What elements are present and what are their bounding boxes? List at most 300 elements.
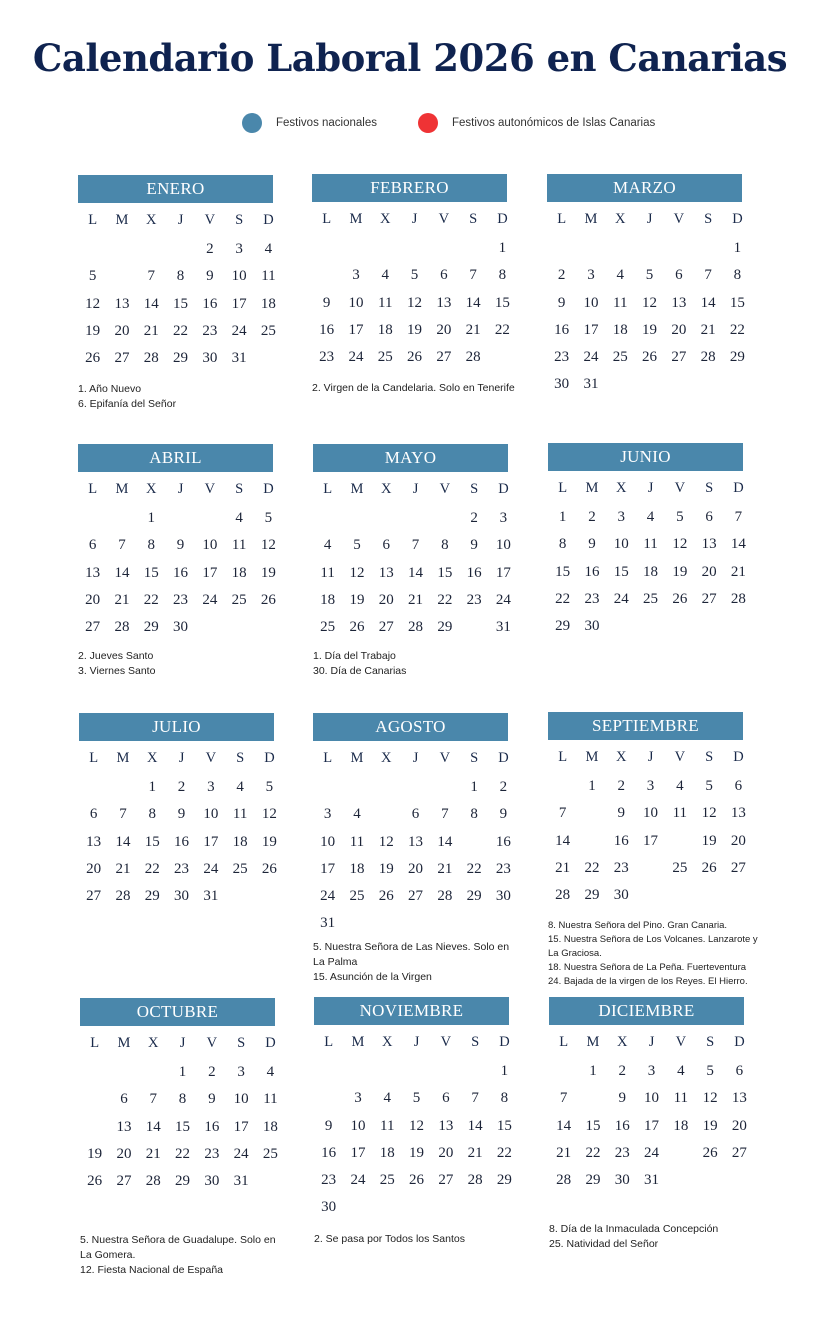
weekday-label: D — [732, 211, 743, 227]
empty-cell — [79, 774, 108, 801]
holiday-note: 2. Se pasa por Todos los Santos — [314, 1232, 465, 1245]
day-cell: 4 — [616, 267, 624, 284]
weekday-label: X — [381, 750, 392, 766]
day-cell: 27 — [701, 590, 717, 607]
day-cell: 5 — [264, 510, 273, 526]
weekday-label: X — [380, 211, 391, 227]
day-cell: 6 — [88, 537, 97, 554]
weekday-header — [314, 1031, 514, 1053]
month-title: DICIEMBRE — [549, 997, 744, 1025]
day-cell: 26 — [378, 888, 394, 905]
day-cell: 22 — [584, 859, 600, 876]
day-cell: 23 — [554, 349, 570, 366]
month-title: JULIO — [79, 713, 274, 741]
weekday-label: S — [469, 211, 478, 227]
day-cell: 26 — [261, 860, 277, 877]
empty-cell — [139, 1059, 168, 1086]
month-enero — [78, 175, 278, 412]
day-cell: 22 — [555, 590, 571, 607]
day-cell: 17 — [350, 1144, 366, 1161]
weekday-label: X — [617, 1034, 628, 1050]
empty-cell — [342, 505, 371, 532]
holiday-note: 2. Virgen de la Candelaria. Solo en Tenerife — [312, 382, 515, 395]
day-cell: 4 — [676, 778, 684, 794]
day-cell: 17 — [583, 321, 599, 338]
weekday-label: D — [499, 1034, 510, 1050]
day-cell: 23 — [495, 860, 511, 877]
day-cell: 10 — [613, 536, 629, 553]
weekday-label: V — [674, 480, 686, 496]
day-cell: 2 — [557, 267, 566, 284]
day-cell: 25 — [232, 860, 248, 877]
day-cell: 8 — [178, 1091, 187, 1108]
holiday-notes — [313, 649, 518, 679]
day-cell: 11 — [349, 833, 365, 850]
day-cell: 7 — [469, 267, 477, 284]
day-cell: 4 — [383, 1090, 391, 1107]
day-cell: 7 — [119, 806, 127, 823]
day-cell: 3 — [235, 241, 243, 257]
empty-cell — [606, 235, 635, 262]
weekday-label: M — [585, 480, 599, 496]
holiday-notes — [548, 919, 763, 989]
page-title: Calendario Laboral 2026 en Canarias — [32, 36, 788, 80]
day-cell: 1 — [178, 1064, 187, 1080]
weekday-header — [548, 477, 748, 499]
day-cell: 27 — [85, 619, 101, 636]
day-cell: 9 — [177, 806, 186, 823]
day-cell: 4 — [381, 267, 389, 284]
weekday-label: L — [323, 750, 333, 766]
weekday-label: V — [204, 212, 216, 228]
day-grid — [313, 505, 513, 641]
day-grid — [312, 235, 512, 371]
day-cell: 13 — [86, 833, 102, 850]
legend-regional-label: Festivos autonómicos de Islas Canarias — [452, 117, 656, 129]
day-cell: 24 — [202, 591, 218, 608]
day-cell: 20 — [436, 321, 452, 338]
national-holiday-day: 1 — [430, 505, 459, 532]
day-cell: 20 — [378, 591, 394, 608]
weekday-label: J — [177, 212, 184, 228]
day-cell: 27 — [730, 859, 746, 876]
day-cell: 22 — [175, 1145, 191, 1162]
weekday-label: S — [706, 1034, 715, 1050]
day-cell: 23 — [319, 349, 335, 366]
empty-cell — [460, 1058, 489, 1085]
day-cell: 10 — [231, 268, 247, 285]
empty-cell — [693, 235, 722, 262]
month-marzo — [547, 174, 747, 399]
day-cell: 14 — [467, 1117, 483, 1134]
day-cell: 13 — [436, 294, 452, 311]
empty-cell — [576, 235, 605, 262]
holiday-note: 6. Epifanía del Señor — [78, 398, 177, 411]
month-title: ABRIL — [78, 444, 273, 472]
day-cell: 4 — [323, 537, 332, 554]
day-cell: 10 — [320, 833, 336, 850]
legend-regional — [418, 113, 655, 133]
empty-cell — [371, 235, 400, 262]
day-cell: 25 — [349, 888, 365, 905]
day-cell: 27 — [378, 619, 394, 636]
day-cell: 11 — [261, 268, 276, 285]
empty-cell — [548, 773, 577, 800]
weekday-header — [547, 208, 747, 230]
day-cell: 20 — [671, 321, 687, 338]
weekday-label: D — [733, 749, 744, 765]
day-cell: 21 — [408, 591, 424, 608]
weekday-label: X — [382, 1034, 393, 1050]
empty-cell — [400, 235, 429, 262]
day-cell: 5 — [706, 1063, 714, 1079]
day-cell: 16 — [614, 1117, 630, 1134]
weekday-label: V — [673, 211, 685, 227]
day-grid — [547, 235, 747, 399]
weekday-header — [79, 747, 279, 769]
weekday-label: M — [351, 1034, 365, 1050]
weekday-label: X — [146, 481, 157, 497]
day-cell: 16 — [495, 833, 511, 850]
day-cell: 28 — [700, 349, 716, 366]
regional-holiday-day: 5 — [372, 801, 401, 828]
weekday-label: M — [116, 750, 130, 766]
day-grid — [548, 504, 748, 640]
day-cell: 19 — [261, 833, 277, 850]
day-cell: 21 — [114, 591, 130, 608]
day-cell: 7 — [558, 805, 567, 822]
holiday-notes — [314, 1232, 519, 1247]
weekday-label: S — [236, 750, 245, 766]
day-cell: 6 — [440, 267, 448, 284]
empty-cell — [342, 774, 371, 801]
weekday-label: X — [616, 480, 627, 496]
day-cell: 10 — [348, 294, 364, 311]
day-cell: 16 — [319, 321, 335, 338]
day-cell: 1 — [500, 1063, 509, 1079]
day-cell: 21 — [467, 1144, 483, 1161]
day-cell: 13 — [730, 805, 746, 822]
day-grid — [80, 1059, 280, 1195]
weekday-label: L — [557, 211, 567, 227]
day-cell: 10 — [350, 1117, 366, 1134]
day-cell: 16 — [202, 295, 218, 312]
month-title: MARZO — [547, 174, 742, 202]
day-cell: 19 — [260, 564, 276, 581]
weekday-label: D — [263, 481, 274, 497]
day-cell: 24 — [644, 1144, 660, 1161]
day-cell: 13 — [378, 564, 394, 581]
day-cell: 17 — [202, 564, 218, 581]
day-cell: 4 — [264, 241, 273, 257]
weekday-label: J — [179, 1035, 186, 1051]
day-cell: 7 — [149, 1091, 157, 1108]
day-cell: 5 — [412, 1090, 421, 1107]
day-cell: 3 — [647, 1063, 656, 1079]
weekday-label: S — [470, 481, 479, 497]
weekday-label: X — [147, 750, 158, 766]
day-cell: 30 — [204, 1173, 220, 1190]
regional-holiday-day: 18 — [665, 828, 694, 855]
weekday-label: X — [616, 749, 627, 765]
holiday-note: 2. Jueves Santo — [78, 650, 154, 663]
day-cell: 16 — [584, 563, 600, 580]
day-cell: 4 — [236, 779, 244, 795]
holiday-note: 8. Día de la Inmaculada Concepción — [549, 1223, 719, 1236]
day-cell: 5 — [353, 537, 361, 554]
day-cell: 6 — [442, 1090, 450, 1107]
day-cell: 4 — [677, 1063, 685, 1079]
day-cell: 20 — [85, 591, 101, 608]
day-cell: 30 — [495, 888, 511, 905]
month-septiembre — [548, 712, 758, 989]
day-cell: 8 — [498, 267, 507, 284]
day-cell: 28 — [114, 619, 130, 636]
holiday-note: 30. Día de Canarias — [313, 665, 407, 678]
day-cell: 24 — [495, 591, 511, 608]
day-cell: 3 — [207, 779, 215, 795]
day-cell: 24 — [233, 1145, 249, 1162]
day-cell: 21 — [115, 860, 131, 877]
month-mayo — [313, 444, 513, 679]
holiday-note: 5. Nuestra Señora de Guadalupe. Solo en La Gomera. — [80, 1234, 276, 1262]
day-cell: 6 — [382, 537, 390, 554]
day-cell: 21 — [145, 1145, 161, 1162]
day-cell: 21 — [437, 860, 453, 877]
regional-holiday-day: 8 — [577, 800, 606, 827]
holiday-notes — [549, 1222, 754, 1252]
day-cell: 23 — [614, 1144, 630, 1161]
day-cell: 17 — [233, 1118, 249, 1135]
day-cell: 31 — [231, 350, 247, 367]
day-cell: 6 — [120, 1091, 128, 1108]
regional-holiday-day: 5 — [80, 1086, 109, 1113]
day-cell: 7 — [147, 268, 155, 285]
day-cell: 30 — [613, 887, 629, 904]
day-cell: 29 — [466, 888, 482, 905]
day-cell: 26 — [701, 859, 717, 876]
day-cell: 25 — [379, 1172, 395, 1189]
day-cell: 19 — [702, 1117, 718, 1134]
day-cell: 30 — [584, 618, 600, 635]
day-cell: 2 — [470, 510, 478, 526]
day-cell: 14 — [437, 833, 453, 850]
day-cell: 3 — [499, 510, 508, 526]
day-cell: 13 — [408, 833, 424, 850]
day-cell: 14 — [408, 564, 424, 581]
holiday-note: 15. Nuestra Señora de Los Volcanes. Lanzarote y La Graciosa. — [548, 934, 758, 960]
day-cell: 20 — [731, 1117, 747, 1134]
regional-holiday-day: 2 — [314, 1085, 343, 1112]
day-cell: 7 — [704, 267, 712, 284]
month-title: MAYO — [313, 444, 508, 472]
day-cell: 28 — [408, 619, 424, 636]
weekday-label: J — [648, 1034, 655, 1050]
holiday-note: 18. Nuestra Señora de La Peña. Fuerteventura — [548, 962, 747, 974]
regional-holiday-day: 15 — [577, 828, 606, 855]
weekday-header — [313, 747, 513, 769]
day-cell: 16 — [613, 832, 629, 849]
weekday-label: M — [586, 1034, 600, 1050]
empty-cell — [314, 1058, 343, 1085]
day-cell: 14 — [114, 564, 130, 581]
day-cell: 18 — [612, 321, 628, 338]
day-cell: 9 — [499, 806, 508, 823]
day-cell: 24 — [613, 590, 629, 607]
weekday-label: L — [88, 212, 98, 228]
day-cell: 20 — [114, 322, 130, 339]
holiday-note: 3. Viernes Santo — [78, 665, 156, 678]
day-cell: 17 — [320, 860, 336, 877]
empty-cell — [107, 505, 136, 532]
day-cell: 16 — [173, 564, 189, 581]
month-noviembre — [314, 997, 514, 1247]
weekday-label: J — [413, 1034, 420, 1050]
day-cell: 21 — [555, 859, 571, 876]
day-cell: 24 — [350, 1172, 366, 1189]
day-cell: 12 — [409, 1117, 425, 1134]
day-cell: 9 — [557, 294, 566, 311]
weekday-label: J — [412, 750, 419, 766]
day-cell: 8 — [733, 267, 742, 284]
day-cell: 22 — [466, 860, 482, 877]
weekday-label: V — [675, 1034, 687, 1050]
empty-cell — [341, 235, 370, 262]
day-cell: 14 — [145, 1118, 161, 1135]
day-cell: 13 — [701, 536, 717, 553]
empty-cell — [343, 1058, 372, 1085]
empty-cell — [664, 235, 693, 262]
weekday-label: V — [205, 750, 217, 766]
day-cell: 14 — [730, 536, 746, 553]
weekday-label: M — [349, 211, 363, 227]
day-cell: 8 — [176, 268, 185, 285]
regional-holiday-day: 30 — [459, 614, 488, 641]
day-cell: 15 — [555, 563, 571, 580]
day-cell: 22 — [496, 1144, 512, 1161]
weekday-label: D — [498, 481, 509, 497]
national-holiday-dot-icon — [242, 113, 262, 133]
weekday-label: D — [734, 1034, 745, 1050]
day-cell: 4 — [646, 509, 655, 525]
holiday-notes — [78, 649, 283, 679]
day-cell: 30 — [173, 619, 189, 636]
day-cell: 5 — [88, 268, 97, 285]
day-cell: 16 — [204, 1118, 220, 1135]
day-cell: 7 — [118, 537, 126, 554]
weekday-label: M — [350, 481, 364, 497]
day-cell: 17 — [643, 832, 659, 849]
day-cell: 20 — [438, 1144, 454, 1161]
empty-cell — [108, 774, 137, 801]
regional-holiday-day: 2 — [312, 262, 341, 289]
day-cell: 23 — [204, 1145, 220, 1162]
day-cell: 2 — [618, 1063, 626, 1079]
day-cell: 6 — [411, 806, 420, 823]
weekday-label: X — [146, 212, 157, 228]
day-cell: 2 — [206, 241, 214, 257]
day-cell: 22 — [585, 1144, 601, 1161]
holiday-note: 8. Nuestra Señora del Pino. Gran Canaria. — [548, 920, 728, 932]
day-cell: 3 — [352, 267, 360, 284]
regional-holiday-day: 6 — [107, 263, 136, 290]
day-cell: 26 — [260, 591, 276, 608]
day-cell: 14 — [115, 833, 131, 850]
day-cell: 31 — [233, 1173, 249, 1190]
month-title: AGOSTO — [313, 713, 508, 741]
day-cell: 3 — [354, 1090, 362, 1107]
day-cell: 26 — [407, 349, 423, 366]
day-cell: 9 — [588, 536, 596, 553]
empty-cell — [372, 505, 401, 532]
weekday-label: X — [148, 1035, 159, 1051]
day-cell: 28 — [730, 590, 746, 607]
day-cell: 18 — [673, 1117, 689, 1134]
day-cell: 31 — [203, 888, 219, 905]
day-cell: 1 — [498, 240, 507, 256]
weekday-label: J — [177, 481, 184, 497]
day-cell: 19 — [672, 563, 688, 580]
day-cell: 24 — [348, 349, 364, 366]
holiday-notes — [313, 940, 518, 985]
day-cell: 26 — [85, 350, 101, 367]
day-cell: 23 — [202, 322, 218, 339]
day-cell: 2 — [177, 779, 186, 795]
day-cell: 17 — [495, 564, 511, 581]
day-cell: 3 — [587, 267, 595, 284]
weekday-label: J — [647, 480, 654, 496]
national-holiday-day: 8 — [578, 1085, 607, 1112]
day-cell: 11 — [672, 805, 688, 822]
day-cell: 6 — [705, 509, 713, 525]
day-cell: 21 — [700, 321, 716, 338]
holiday-note: 1. Año Nuevo — [78, 383, 142, 396]
day-cell: 3 — [323, 806, 332, 823]
day-cell: 12 — [261, 806, 277, 823]
day-cell: 22 — [144, 860, 160, 877]
day-cell: 30 — [202, 350, 218, 367]
day-cell: 31 — [644, 1172, 660, 1189]
day-cell: 12 — [260, 537, 276, 554]
day-cell: 23 — [173, 591, 189, 608]
day-cell: 22 — [494, 321, 510, 338]
day-cell: 17 — [231, 295, 247, 312]
day-cell: 19 — [85, 322, 101, 339]
day-cell: 10 — [203, 806, 219, 823]
empty-cell — [401, 774, 430, 801]
legend-national-label: Festivos nacionales — [276, 117, 377, 129]
weekday-label: L — [88, 481, 98, 497]
weekday-label: M — [585, 749, 599, 765]
regional-holiday-day: 24 — [636, 855, 665, 882]
day-cell: 21 — [465, 321, 481, 338]
weekday-label: M — [584, 211, 598, 227]
day-cell: 22 — [729, 321, 745, 338]
day-cell: 9 — [617, 805, 625, 822]
day-cell: 12 — [672, 536, 688, 553]
day-cell: 25 — [262, 1145, 278, 1162]
weekday-label: V — [204, 481, 216, 497]
day-cell: 16 — [174, 833, 190, 850]
weekday-label: L — [89, 750, 99, 766]
weekday-label: L — [322, 211, 332, 227]
day-cell: 14 — [143, 295, 159, 312]
holiday-note: 12. Fiesta Nacional de España — [80, 1264, 224, 1277]
month-abril — [78, 444, 278, 679]
day-cell: 23 — [584, 590, 600, 607]
day-cell: 29 — [555, 618, 571, 635]
day-cell: 11 — [643, 536, 658, 553]
